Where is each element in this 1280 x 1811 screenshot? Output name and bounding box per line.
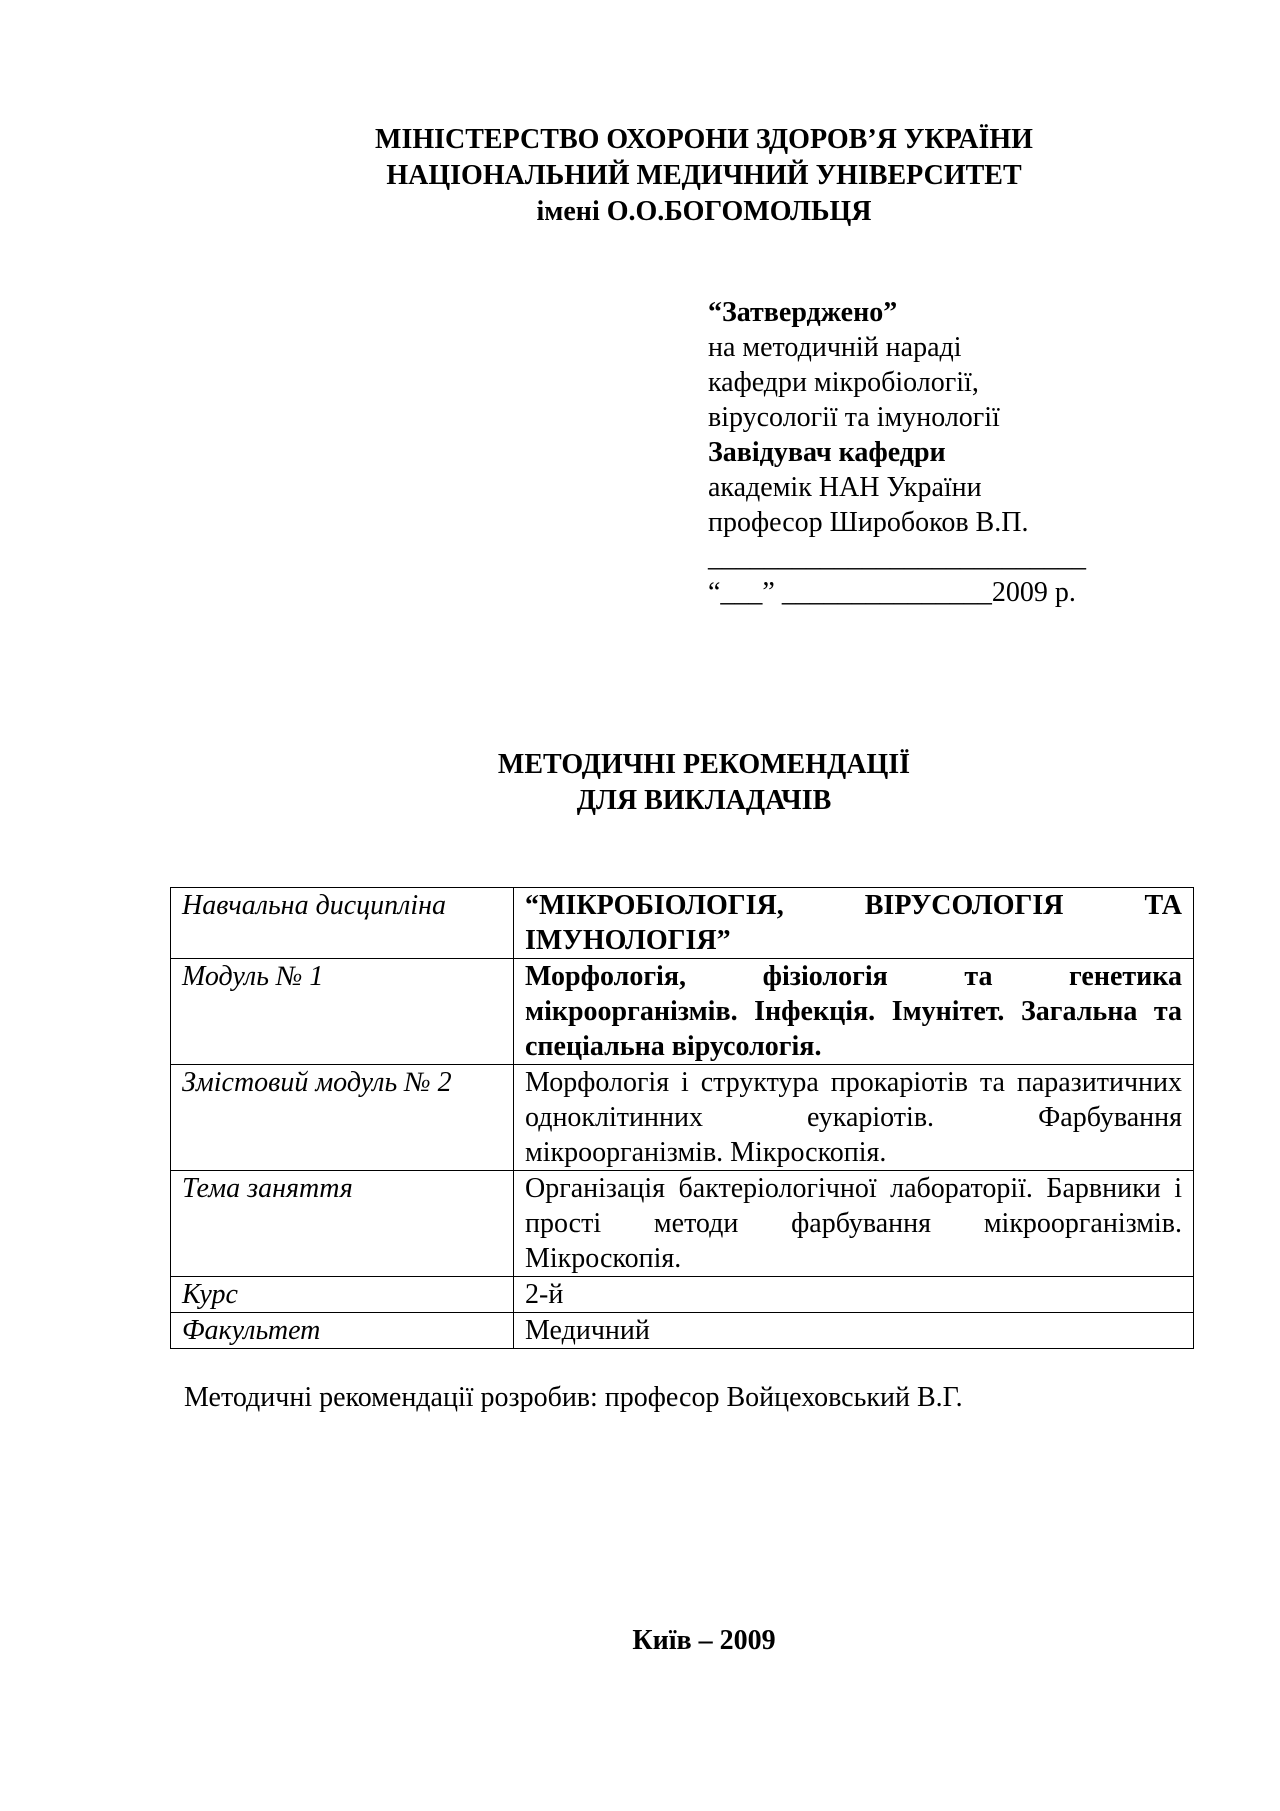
signature-line: ___________________________ (708, 542, 1086, 573)
title-line-for-teachers: ДЛЯ ВИКЛАДАЧІВ (576, 785, 832, 816)
approval-date-line: “___” _______________2009 р. (708, 577, 1076, 608)
row-label-topic: Тема заняття (171, 1171, 514, 1277)
table-row (171, 959, 1194, 1065)
row-label-course: Курс (171, 1277, 514, 1313)
row-value-module: Морфологія, фізіологія та генетика мікроорганізмів. Інфекція. Імунітет. Загальна та спеціальна вірусологія. (514, 959, 1194, 1065)
table-row (171, 888, 1194, 959)
row-label-content-module: Змістовий модуль № 2 (171, 1065, 514, 1171)
approval-line-academic: академік НАН України (708, 472, 982, 503)
row-label-faculty: Факультет (171, 1313, 514, 1349)
row-value-content-module: Морфологія і структура прокаріотів та паразитичних одноклітинних еукаріотів. Фарбування мікроорганізмів. Мікроскопія. (514, 1065, 1194, 1171)
approval-line-meeting: на методичній нараді (708, 332, 962, 363)
title-line-recommendations: МЕТОДИЧНІ РЕКОМЕНДАЦІЇ (497, 749, 911, 780)
row-value-faculty: Медичний (514, 1313, 1194, 1349)
approval-line-department: кафедри мікробіології, (708, 367, 979, 398)
document-title (0, 747, 1280, 819)
row-value-course: 2-й (514, 1277, 1194, 1313)
row-label-discipline: Навчальна дисципліна (171, 888, 514, 959)
approval-block (708, 295, 1168, 610)
approval-line-professor: професор Широбоков В.П. (708, 507, 1029, 538)
table-row (171, 1277, 1194, 1313)
table-row (171, 1171, 1194, 1277)
header-line-named-after: імені О.О.БОГОМОЛЬЦЯ (536, 196, 872, 227)
table-row (171, 1065, 1194, 1171)
row-label-module: Модуль № 1 (171, 959, 514, 1065)
author-note: Методичні рекомендації розробив: професор Войцеховський В.Г. (184, 1382, 963, 1413)
header-line-ministry: МІНІСТЕРСТВО ОХОРОНИ ЗДОРОВ’Я УКРАЇНИ (375, 124, 1033, 155)
table-row (171, 1313, 1194, 1349)
approval-line-virology: вірусології та імунології (708, 402, 1000, 433)
approval-head-title: Завідувач кафедри (708, 437, 946, 468)
header-line-university: НАЦІОНАЛЬНИЙ МЕДИЧНИЙ УНІВЕРСИТЕТ (386, 160, 1022, 191)
ministry-header (0, 122, 1280, 230)
city-year: Київ – 2009 (632, 1625, 776, 1656)
course-info-table (170, 887, 1194, 1349)
approval-title: “Затверджено” (708, 297, 898, 328)
row-value-discipline: “МІКРОБІОЛОГІЯ, ВІРУСОЛОГІЯ ТА ІМУНОЛОГІЯ” (514, 888, 1194, 959)
row-value-topic: Організація бактеріологічної лабораторії. Барвники і прості методи фарбування мікроорганізмів. Мікроскопія. (514, 1171, 1194, 1277)
